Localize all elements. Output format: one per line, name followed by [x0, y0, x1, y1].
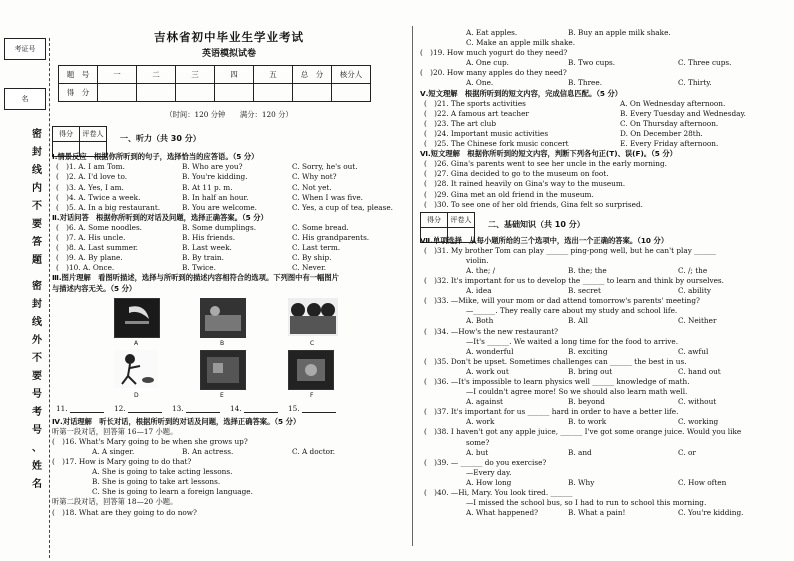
mc-option: A. idea: [466, 286, 492, 296]
grader-box: 得分 评卷人: [52, 126, 107, 157]
seal-char: 密: [32, 129, 42, 140]
mc-question-cont: some?: [466, 437, 490, 447]
mc-option: B. secret: [568, 286, 601, 296]
score-cell: [137, 84, 176, 102]
matching-left: ( )23. The art club: [424, 118, 496, 128]
section6-questions: [420, 159, 788, 209]
picture-a: [114, 298, 160, 338]
seal-char: 要: [32, 219, 42, 230]
true-false-item: ( )29. Gina met an old friend in the museum.: [424, 189, 594, 199]
seal-char: 姓: [32, 461, 42, 472]
mc-question: ( )38. I haven't got any apple juice, ______ I've got some orange juice. Would you like: [424, 427, 742, 437]
picture-d-label: D: [134, 391, 139, 399]
mc-question: ( )40. —Hi, Mary. You look tired. ______: [424, 488, 573, 498]
mc-question-cont: —______. They really care about my study and school life.: [466, 306, 678, 316]
multiple-choice-questions: [420, 246, 788, 519]
seal-char: 考: [32, 407, 42, 418]
option: B. Twice.: [182, 263, 216, 273]
matching-left: ( )22. A famous art teacher: [424, 108, 529, 118]
mc-option: C. hand out: [678, 366, 721, 376]
question-18: ( )18. What are they going to do now?: [52, 507, 197, 517]
exam-title: 吉林省初中毕业生学业考试: [154, 30, 304, 44]
matching-item: [420, 109, 788, 119]
true-false-item: ( )27. Gina decided to go to the museum on foot.: [424, 169, 609, 179]
mc-options: [420, 367, 788, 377]
answer-blank: 13.: [172, 403, 184, 413]
score-cell: 二: [137, 66, 176, 84]
part2-title: 二、基础知识（共 10 分）: [488, 219, 585, 229]
mc-option: B. and: [568, 447, 592, 457]
section4-title: Ⅳ.对话理解 听长对话，根据所听到的对话及问题，选择正确答案。（5 分）: [52, 416, 301, 426]
picture-answer-blanks: [52, 404, 406, 414]
listening-item: [52, 172, 406, 182]
section5-questions: [420, 99, 788, 149]
mc-option: C. without: [678, 397, 717, 407]
option: ( )8. A. Last summer.: [56, 243, 138, 253]
score-cell: [332, 84, 371, 102]
question-17: ( )17. How is Mary going to do that?: [52, 457, 192, 467]
answer-blank: 15.: [288, 403, 300, 413]
option: ( )6. A. Some noodles.: [56, 222, 143, 232]
mc-option: B. the; the: [568, 265, 607, 275]
section1-title: Ⅰ.情景反应 根据你所听到的句子，选择恰当的应答语。（5 分）: [52, 152, 259, 162]
mc-question: ( )32. It's important for us to develop the ______ to learn and think by ourselves.: [424, 276, 724, 286]
matching-left: ( )21. The sports activities: [424, 98, 526, 108]
mc-option: B. All: [568, 316, 588, 326]
mc-question: ( )36. —It's impossible to learn physics well ______ knowledge of math.: [424, 377, 690, 386]
section3-title-2: 与描述内容无关。（5 分）: [52, 283, 137, 293]
score-cell: [293, 84, 332, 102]
seal-char: 要: [32, 371, 42, 382]
picture-a-label: A: [134, 339, 139, 347]
mc-options: [420, 286, 788, 296]
question-17-option-c: C. She is going to learn a foreign language.: [92, 487, 253, 497]
mc-options: [420, 448, 788, 458]
blank-line: [70, 412, 104, 413]
mc-question: ( )31. My brother Tom can play ______ ping-pong well, but he can't play ______: [424, 245, 717, 255]
picture-b-label: B: [220, 339, 225, 347]
matching-right: C. On Thursday afternoon.: [620, 118, 719, 128]
true-false-item: ( )26. Gina's parents went to see her uncle in the early morning.: [424, 159, 667, 169]
seal-line: [49, 38, 50, 558]
listening-item: [52, 253, 406, 263]
score-cell: 总 分: [293, 66, 332, 84]
score-cell: 四: [215, 66, 254, 84]
mc-options: [420, 397, 788, 407]
seal-char: 题: [32, 255, 42, 266]
option: C. Last term.: [292, 243, 341, 253]
question-20: ( )20. How many apples do they need?: [420, 68, 567, 78]
section5-title: Ⅴ.短文理解 根据所听到的短文内容，完成信息匹配。（5 分）: [420, 88, 623, 98]
option: C. Sorry, he's out.: [292, 162, 358, 172]
mc-options: [420, 316, 788, 326]
mc-question: ( )35. Don't be upset. Sometimes challenges can ______ the best in us.: [424, 356, 687, 366]
option: C. When I was five.: [292, 192, 363, 202]
section6-title: Ⅵ.短文理解 根据你所听到的短文内容，判断下列各句正(T)、误(F)。（5 分）: [420, 149, 677, 159]
seal-char: 封: [32, 299, 42, 310]
left-column: [52, 28, 406, 558]
mc-option: C. Neither: [678, 316, 717, 326]
matching-item: [420, 119, 788, 129]
blank-line: [186, 412, 220, 413]
listening-item: [52, 183, 406, 193]
mc-option: C. awful: [678, 346, 709, 356]
mc-question-cont: —It's ______. We waited a long time for the food to arrive.: [466, 336, 679, 346]
grader-box-2: 得分 评卷人: [420, 212, 475, 243]
mc-option: A. What happened?: [466, 508, 539, 518]
section4-intro: 听第一段对话，回答第 16—17 小题。: [52, 426, 178, 436]
mc-question: ( )33. —Mike, will your mom or dad attend tomorrow's parents' meeting?: [424, 296, 700, 306]
option: ( )3. A. Yes, I am.: [56, 182, 124, 192]
mc-option: B. beyond: [568, 397, 605, 407]
mc-option: C. You're kidding.: [678, 508, 744, 518]
mc-option: B. bring out: [568, 366, 613, 376]
option: B. By train.: [182, 253, 224, 263]
mc-option: B. to work: [568, 417, 607, 427]
section7-title: Ⅶ.单项选择 从每小题所给的三个选项中，选出一个正确的答案。（10 分）: [420, 235, 669, 245]
mc-question-cont: violin.: [466, 255, 489, 265]
picture-c: [288, 298, 338, 336]
option: ( )9. A. By plane.: [56, 253, 123, 263]
picture-d: [114, 350, 158, 388]
option: ( )5. A. In a big restaurant.: [56, 202, 161, 212]
score-cell: 得 分: [59, 84, 98, 102]
score-cell: [254, 84, 293, 102]
seal-char: 不: [32, 353, 42, 364]
mc-option: A. Both: [466, 316, 494, 326]
score-cell: 一: [98, 66, 137, 84]
matching-right: B. Every Tuesday and Wednesday.: [620, 108, 746, 118]
listening-item: [52, 223, 406, 233]
blank-line: [128, 412, 162, 413]
listening-item: [52, 203, 406, 213]
section3-title: Ⅲ.图片理解 看图听描述，选择与所听到的描述内容相符合的选项。下列图中有一幅图片: [52, 273, 339, 283]
answer-blank: 11.: [56, 403, 68, 413]
option: ( )10. A. Once.: [56, 263, 115, 273]
picture-c-label: C: [310, 339, 315, 347]
question-18-options: A. Eat apples. B. Buy an apple milk shake.: [466, 28, 671, 37]
mc-option: C. ability: [678, 286, 712, 296]
question-19: ( )19. How much yogurt do they need?: [420, 48, 568, 58]
matching-left: ( )24. Important music activities: [424, 128, 549, 138]
mc-option: B. exciting: [568, 346, 608, 356]
score-cell: 核分人: [332, 66, 371, 84]
seal-char: 外: [32, 335, 42, 346]
right-column: [420, 28, 788, 558]
listening-item: [52, 233, 406, 243]
question-16: ( )16. What's Mary going to be when she grows up?: [52, 436, 248, 446]
option: C. Why not?: [292, 172, 337, 182]
listening-item: [52, 193, 406, 203]
score-cell: [98, 84, 137, 102]
section1-questions: [52, 162, 406, 212]
picture-f: [288, 350, 334, 390]
binding-margin: [4, 38, 48, 558]
question-16-options: A. A singer. B. An actress. C. A doctor.: [92, 446, 336, 456]
option: C. By ship.: [292, 253, 332, 263]
mc-question-cont: —I missed the school bus, so I had to run to school this morning.: [466, 498, 707, 508]
picture-grid: [52, 294, 406, 404]
answer-blank: 12.: [114, 403, 126, 413]
section2-title: Ⅱ.对话问答 根据你所听到的对话及问题，选择正确答案。（5 分）: [52, 212, 268, 222]
question-20-options: A. One. B. Three. C. Thirty.: [466, 78, 712, 88]
option: ( )7. A. His uncle.: [56, 233, 126, 243]
seal-char: 线: [32, 165, 42, 176]
option: ( )4. A. Twice a week.: [56, 192, 141, 202]
mc-question-cont: —I couldn't agree more! So we should also learn math well.: [466, 387, 688, 397]
answer-blank: 14.: [230, 403, 242, 413]
true-false-item: ( )30. To see one of her old friends, Gina felt so surprised.: [424, 199, 643, 209]
mc-option: A. work out: [466, 366, 509, 376]
question-17-option-b: B. She is going to take art lessons.: [92, 477, 221, 487]
mc-option: A. against: [466, 397, 503, 407]
true-false-item: ( )28. It rained heavily on Gina's way to the museum.: [424, 179, 626, 189]
seal-char: 密: [32, 281, 42, 292]
mc-question-cont: —Every day.: [466, 467, 512, 477]
mc-question: ( )39. — ______ do you exercise?: [424, 457, 547, 467]
time-note: （时间：120 分钟 满分：120 分）: [165, 110, 293, 120]
seal-char: 内: [32, 183, 42, 194]
mc-option: A. work: [466, 417, 495, 427]
score-cell: [215, 84, 254, 102]
mc-option: C. /; the: [678, 265, 708, 275]
seal-char: 号: [32, 425, 42, 436]
option: B. Last week.: [182, 243, 232, 253]
seal-char: 不: [32, 201, 42, 212]
section2-questions: [52, 223, 406, 273]
option: B. In half an hour.: [182, 192, 249, 202]
option: B. His friends.: [182, 233, 236, 243]
part1-title: 一、听力（共 30 分）: [120, 134, 201, 144]
picture-e: [200, 350, 246, 390]
seal-char: 封: [32, 147, 42, 158]
option: B. Who are you?: [182, 162, 243, 172]
mc-option: A. How long: [466, 477, 512, 487]
score-cell: 五: [254, 66, 293, 84]
name-label: 名: [4, 88, 46, 110]
listening-item: [52, 263, 406, 273]
exam-no-label: 考证号: [4, 38, 46, 60]
picture-f-label: F: [310, 391, 314, 399]
score-cell: 题 号: [59, 66, 98, 84]
option: B. Some dumplings.: [182, 222, 257, 232]
mc-option: B. Why: [568, 477, 595, 487]
mc-options: [420, 478, 788, 488]
mc-option: C. or: [678, 447, 696, 457]
seal-char: 名: [32, 479, 42, 490]
option: B. You're kidding.: [182, 172, 248, 182]
option: C. His grandparents.: [292, 233, 370, 243]
score-cell: [176, 84, 215, 102]
mc-option: A. the; /: [466, 265, 496, 275]
option: B. You are welcome.: [182, 202, 258, 212]
seal-char: 答: [32, 237, 42, 248]
seal-char: 线: [32, 317, 42, 328]
exam-subtitle: 英语模拟试卷: [201, 49, 256, 60]
section4-intro-2: 听第二段对话，回答第 18—20 小题。: [52, 497, 178, 507]
score-cell: 三: [176, 66, 215, 84]
option: ( )2. A. I'd love to.: [56, 172, 128, 182]
mc-option: A. but: [466, 447, 489, 457]
option: C. Not yet.: [292, 182, 332, 192]
matching-right: A. On Wednesday afternoon.: [620, 98, 726, 108]
question-19-options: A. One cup. B. Two cups. C. Three cups.: [466, 58, 732, 68]
mc-option: C. working: [678, 417, 719, 427]
column-divider: [412, 26, 413, 546]
matching-item: [420, 129, 788, 139]
listening-item: [52, 162, 406, 172]
matching-right: E. Every Friday afternoon.: [620, 139, 719, 149]
mc-option: C. How often: [678, 477, 727, 487]
seal-char: 、: [32, 443, 42, 454]
mc-options: [420, 266, 788, 276]
mc-question: ( )37. It's important for us ______ hard in order to have a better life.: [424, 407, 679, 417]
mc-options: [420, 508, 788, 518]
matching-item: [420, 99, 788, 109]
mc-options: [420, 347, 788, 357]
matching-item: [420, 139, 788, 149]
matching-right: D. On December 28th.: [620, 128, 703, 138]
mc-question: ( )34. —How's the new restaurant?: [424, 326, 559, 336]
question-17-option-a: A. She is going to take acting lessons.: [92, 467, 233, 477]
blank-line: [244, 412, 278, 413]
listening-item: [52, 243, 406, 253]
option: C. Never.: [292, 263, 327, 273]
mc-option: B. What a pain!: [568, 508, 626, 518]
question-18-option-c: C. Make an apple milk shake.: [466, 38, 576, 48]
mc-options: [420, 417, 788, 427]
option: C. Some bread.: [292, 222, 349, 232]
seal-char: 号: [32, 389, 42, 400]
blank-line: [302, 412, 336, 413]
option: ( )1. A. I am Tom.: [56, 162, 125, 172]
picture-b: [200, 298, 246, 338]
picture-e-label: E: [220, 391, 224, 399]
mc-option: A. wonderful: [466, 346, 514, 356]
option: C. Yes, a cup of tea, please.: [292, 202, 394, 212]
matching-left: ( )25. The Chinese fork music concert: [424, 139, 569, 149]
option: B. At 11 p. m.: [182, 182, 233, 192]
score-table: [58, 65, 371, 102]
